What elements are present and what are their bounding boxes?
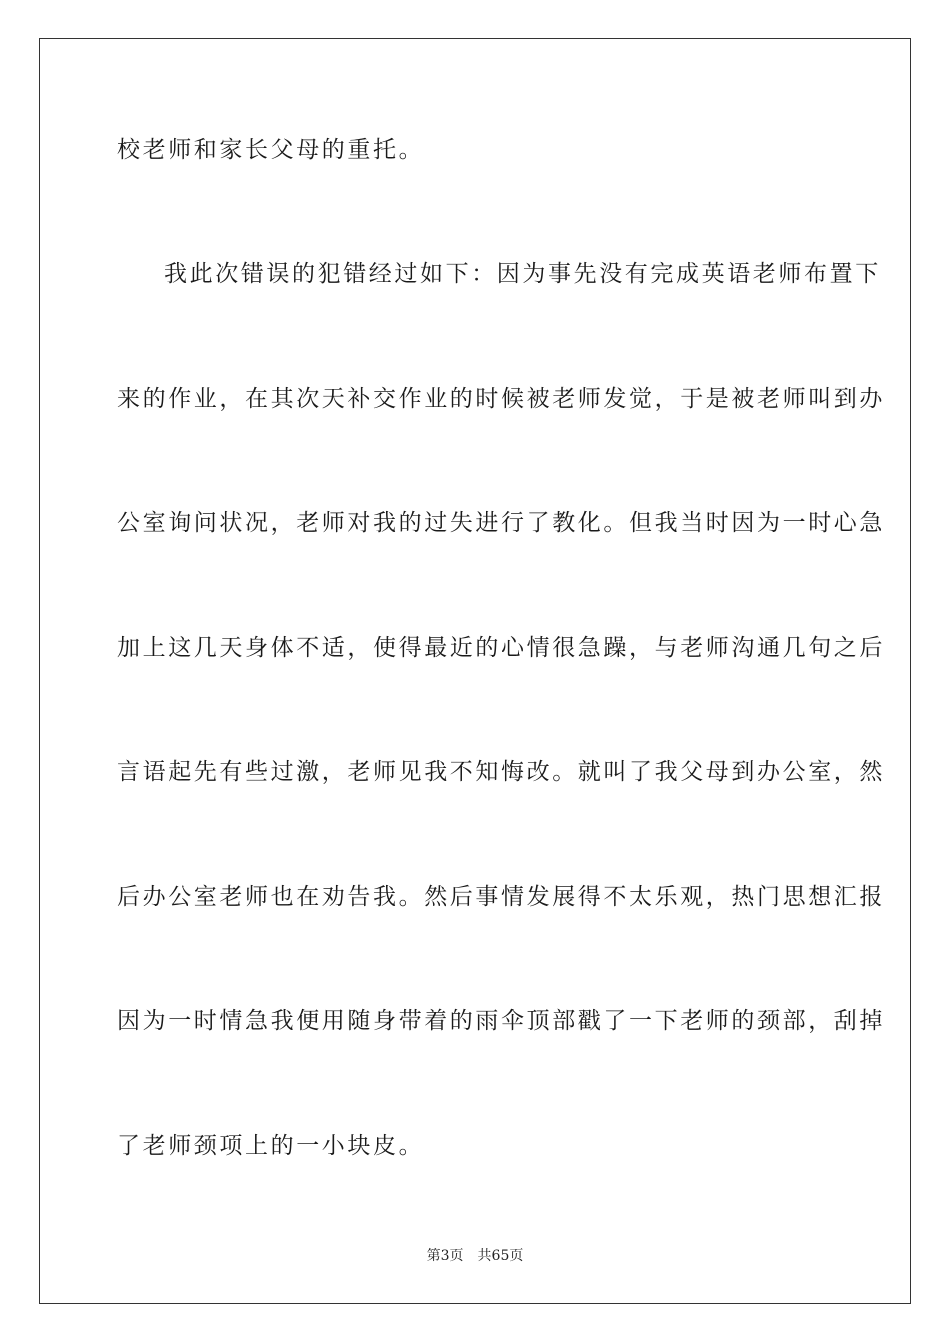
text-line-3: 来的作业，在其次天补交作业的时候被老师发觉，于是被老师叫到办: [117, 386, 885, 412]
text-line-5: 加上这几天身体不适，使得最近的心情很急躁，与老师沟通几句之后: [117, 635, 885, 661]
text-line-6: 言语起先有些过激，老师见我不知悔改。就叫了我父母到办公室，然: [117, 759, 885, 785]
text-line-9: 了老师颈项上的一小块皮。: [117, 1133, 425, 1159]
page-number: 第3页: [426, 1248, 464, 1264]
page-footer: [0, 1247, 950, 1265]
paragraph-start-line: 我此次错误的犯错经过如下：因为事先没有完成英语老师布置下: [164, 261, 881, 287]
page-total: 共65页: [477, 1248, 524, 1264]
text-line-7: 后办公室老师也在劝告我。然后事情发展得不太乐观，热门思想汇报: [117, 884, 885, 910]
text-line-8: 因为一时情急我便用随身带着的雨伞顶部戳了一下老师的颈部，刮掉: [117, 1008, 885, 1034]
text-line-4: 公室询问状况，老师对我的过失进行了教化。但我当时因为一时心急: [117, 510, 885, 536]
page-frame: [39, 38, 911, 1304]
text-line-1: 校老师和家长父母的重托。: [117, 137, 425, 163]
